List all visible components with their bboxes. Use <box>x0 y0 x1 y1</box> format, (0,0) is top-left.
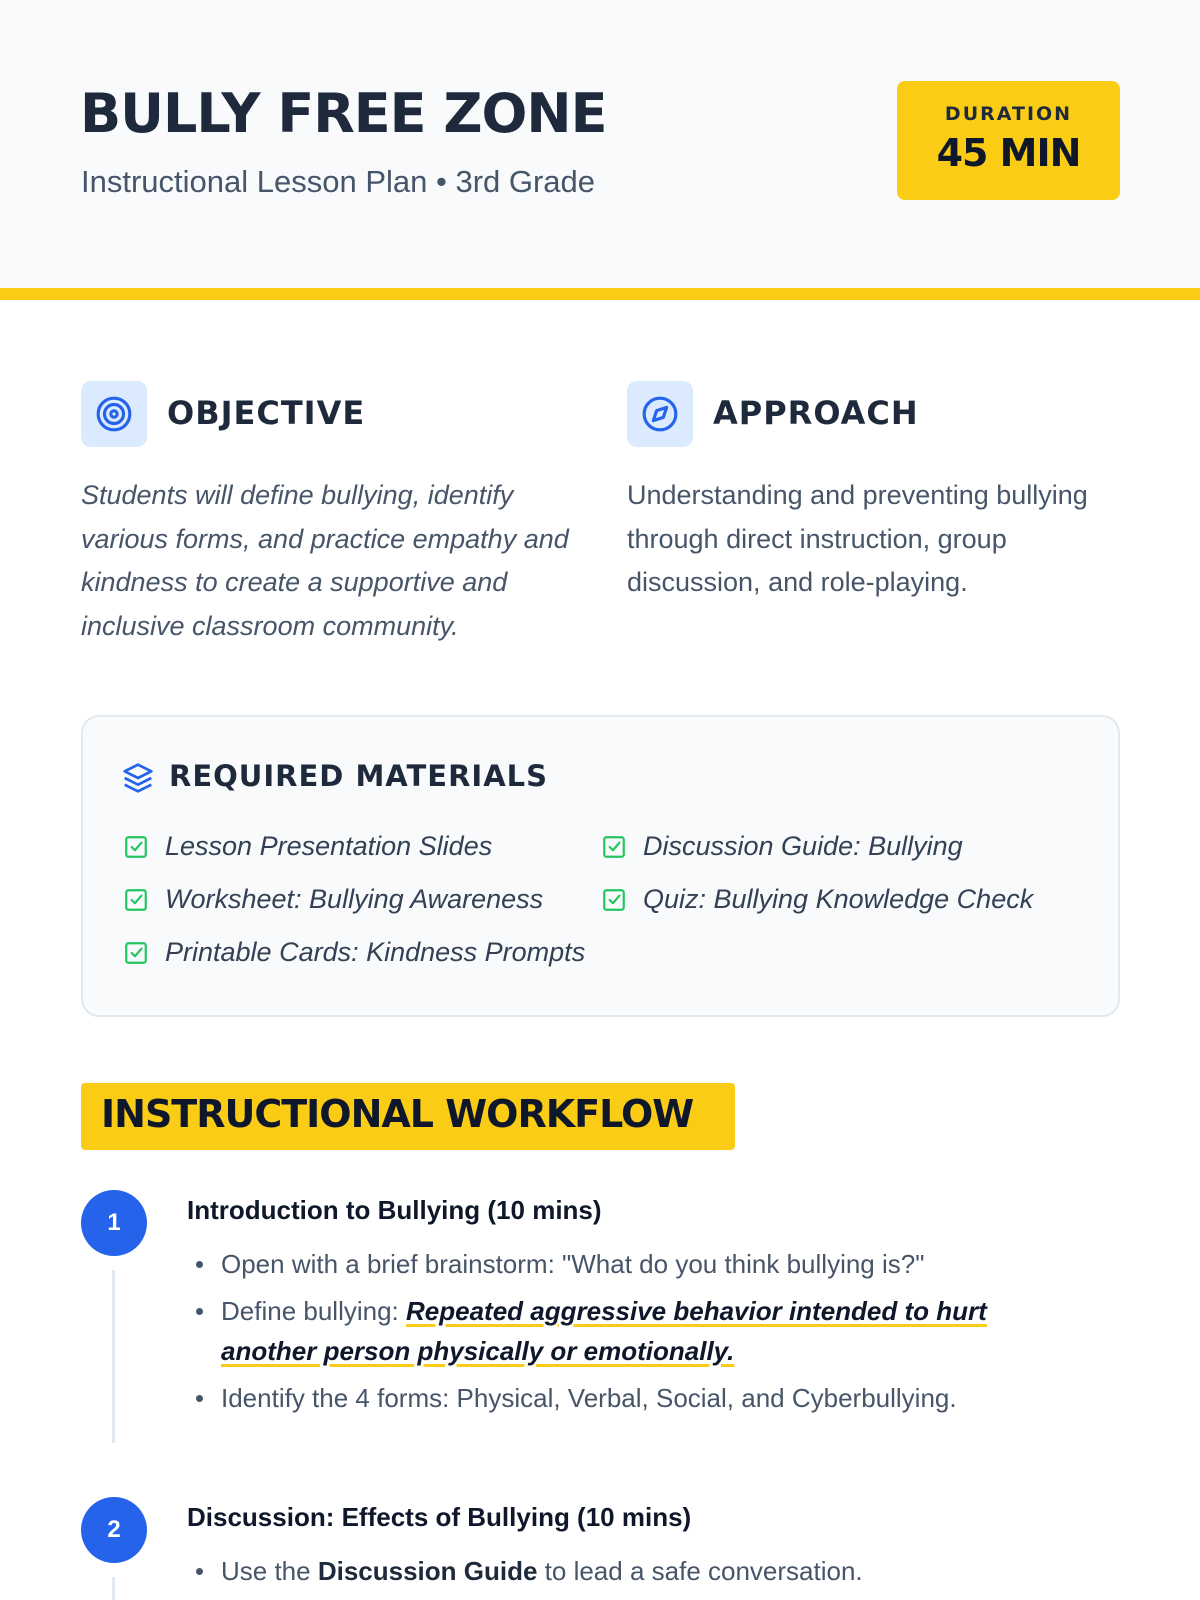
step-bullet <box>187 1291 1067 1371</box>
objective-text: Students will define bullying, identify various forms, and practice empathy and kindness to create a supportive and inclusive classroom community. <box>81 480 569 641</box>
step-bullet-list <box>187 1244 1067 1425</box>
material-item <box>123 831 492 862</box>
material-item <box>601 884 1033 915</box>
step-connector-line <box>112 1577 115 1600</box>
step-bullet-list <box>187 1551 1067 1598</box>
step-number-badge: 2 <box>81 1497 147 1563</box>
step-bullet: Identify the 4 forms: Physical, Verbal, Social, and Cyberbullying. <box>187 1378 1067 1418</box>
duration-value: 45 MIN <box>936 131 1081 175</box>
approach-heading: APPROACH <box>713 394 919 432</box>
page-subtitle: Instructional Lesson Plan • 3rd Grade <box>81 164 596 199</box>
check-square-icon <box>601 887 627 913</box>
bullet-suffix: to lead a safe conversation. <box>537 1556 863 1586</box>
step-bullet <box>187 1551 1067 1591</box>
materials-heading: REQUIRED MATERIALS <box>169 759 549 793</box>
material-label: Printable Cards: Kindness Prompts <box>165 937 586 967</box>
target-icon <box>95 395 133 433</box>
bullet-prefix: Use the <box>221 1556 318 1586</box>
material-label: Discussion Guide: Bullying <box>643 831 963 861</box>
layers-icon <box>122 762 154 794</box>
step-number-badge: 1 <box>81 1190 147 1256</box>
duration-label: DURATION <box>944 103 1073 125</box>
material-label: Lesson Presentation Slides <box>165 831 493 861</box>
compass-icon <box>641 395 679 433</box>
step-bullet: Open with a brief brainstorm: "What do you think bullying is?" <box>187 1244 1067 1284</box>
workflow-heading: INSTRUCTIONAL WORKFLOW <box>101 1092 694 1136</box>
material-item <box>123 884 543 915</box>
header-accent-bar <box>0 288 1200 300</box>
material-item <box>601 831 963 862</box>
approach-icon-box <box>627 381 693 447</box>
duration-badge <box>897 81 1120 200</box>
check-square-icon <box>601 834 627 860</box>
page-title: BULLY FREE ZONE <box>80 82 607 145</box>
check-square-icon <box>123 887 149 913</box>
check-square-icon <box>123 940 149 966</box>
objective-icon-box <box>81 381 147 447</box>
material-label: Quiz: Bullying Knowledge Check <box>643 884 1034 914</box>
step-connector-line <box>112 1270 115 1443</box>
bullet-prefix: Define bullying: <box>221 1296 406 1326</box>
check-square-icon <box>123 834 149 860</box>
objective-heading: OBJECTIVE <box>167 394 366 432</box>
discussion-guide-ref: Discussion Guide <box>317 1556 538 1586</box>
step-title: Discussion: Effects of Bullying (10 mins) <box>187 1502 692 1532</box>
step-title: Introduction to Bullying (10 mins) <box>187 1195 602 1225</box>
material-label: Worksheet: Bullying Awareness <box>165 884 544 914</box>
bullying-definition: Repeated aggressive behavior intended to hurt another person physically or emotionally. <box>221 1296 987 1366</box>
material-item <box>123 937 585 968</box>
approach-text: Understanding and preventing bullying through direct instruction, group discussion, and role-playing. <box>627 480 1088 597</box>
